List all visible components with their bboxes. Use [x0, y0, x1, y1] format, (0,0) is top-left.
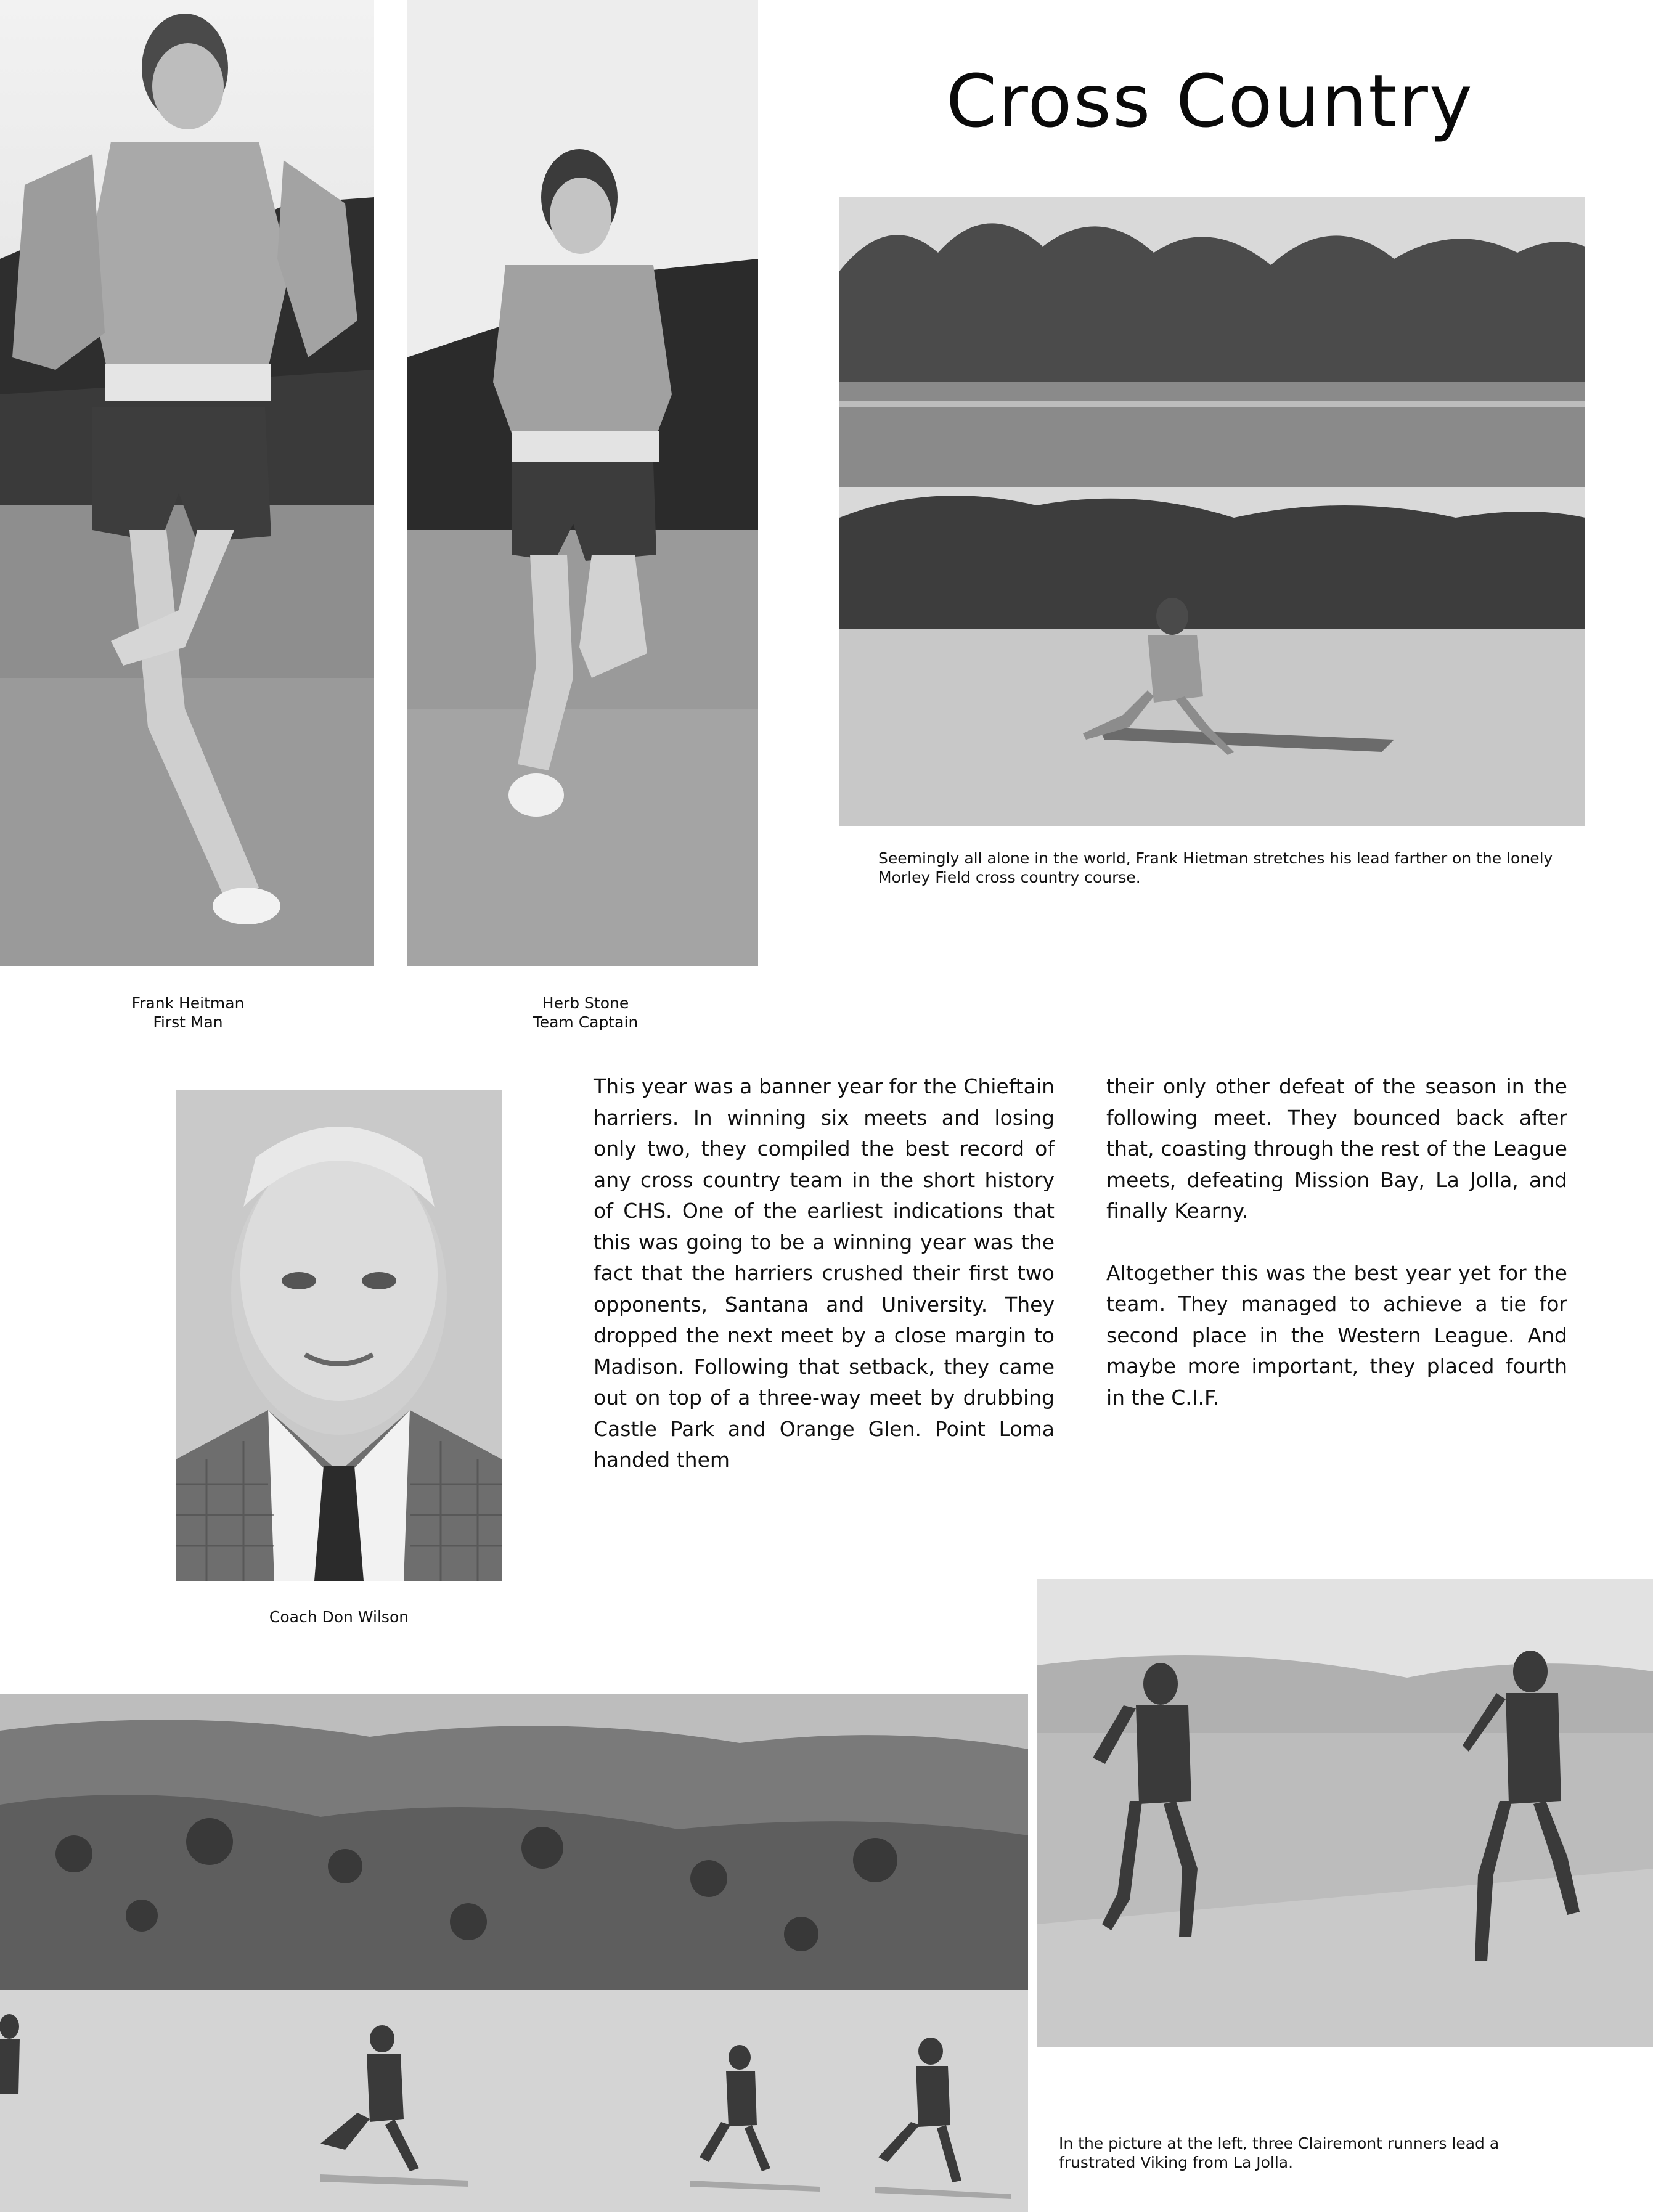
photo-frank-heitman — [0, 0, 374, 966]
caption-frank-heitman — [92, 994, 284, 1032]
article-paragraph: Altogether this was the best year yet for the team. They managed to achieve a tie for second place in the Western League. And maybe more important, they placed fourth in the C.I.F. — [1106, 1260, 1567, 1410]
photo-herb-stone — [407, 0, 758, 966]
caption-role: First Man — [153, 1013, 223, 1031]
caption-name: Herb Stone — [542, 994, 629, 1012]
page-title: Cross Country — [946, 59, 1474, 144]
caption-two-runners: In the picture at the left, three Clairemont runners lead a frustrated Viking from La Jolla. — [1059, 2134, 1500, 2171]
caption-role: Team Captain — [533, 1013, 639, 1031]
photo-field-runner — [839, 197, 1585, 826]
article-paragraph: their only other defeat of the season in the following meet. They bounced back after that, coasting through the rest of the League meets, defeating Mission Bay, La Jolla, and finally Kearny. — [1106, 1074, 1567, 1223]
article-paragraph: This year was a banner year for the Chieftain harriers. In winning six meets and losing only two, they compiled the best record of any cross country team in the short history of CHS. One of the earliest indications that this was going to be a winning year was the fact that the harriers crushed their first two opponents, Santana and University. They dropped the next meet by a close margin to Madison. Following that setback, they came out on top of a three-way meet by drubbing Castle Park and Orange Glen. Point Loma handed them — [594, 1074, 1055, 1472]
photo-group-runners — [0, 1694, 1028, 2212]
article-column-2 — [1106, 1071, 1567, 1444]
caption-herb-stone — [490, 994, 681, 1032]
photo-coach-don-wilson — [176, 1090, 502, 1581]
caption-name: Frank Heitman — [131, 994, 245, 1012]
article-column-1 — [594, 1071, 1055, 1507]
photo-two-runners — [1037, 1579, 1653, 2047]
caption-coach: Coach Don Wilson — [269, 1608, 409, 1626]
caption-field-runner: Seemingly all alone in the world, Frank Hietman stretches his lead farther on the lonely Morley Field cross country course. — [878, 849, 1553, 886]
